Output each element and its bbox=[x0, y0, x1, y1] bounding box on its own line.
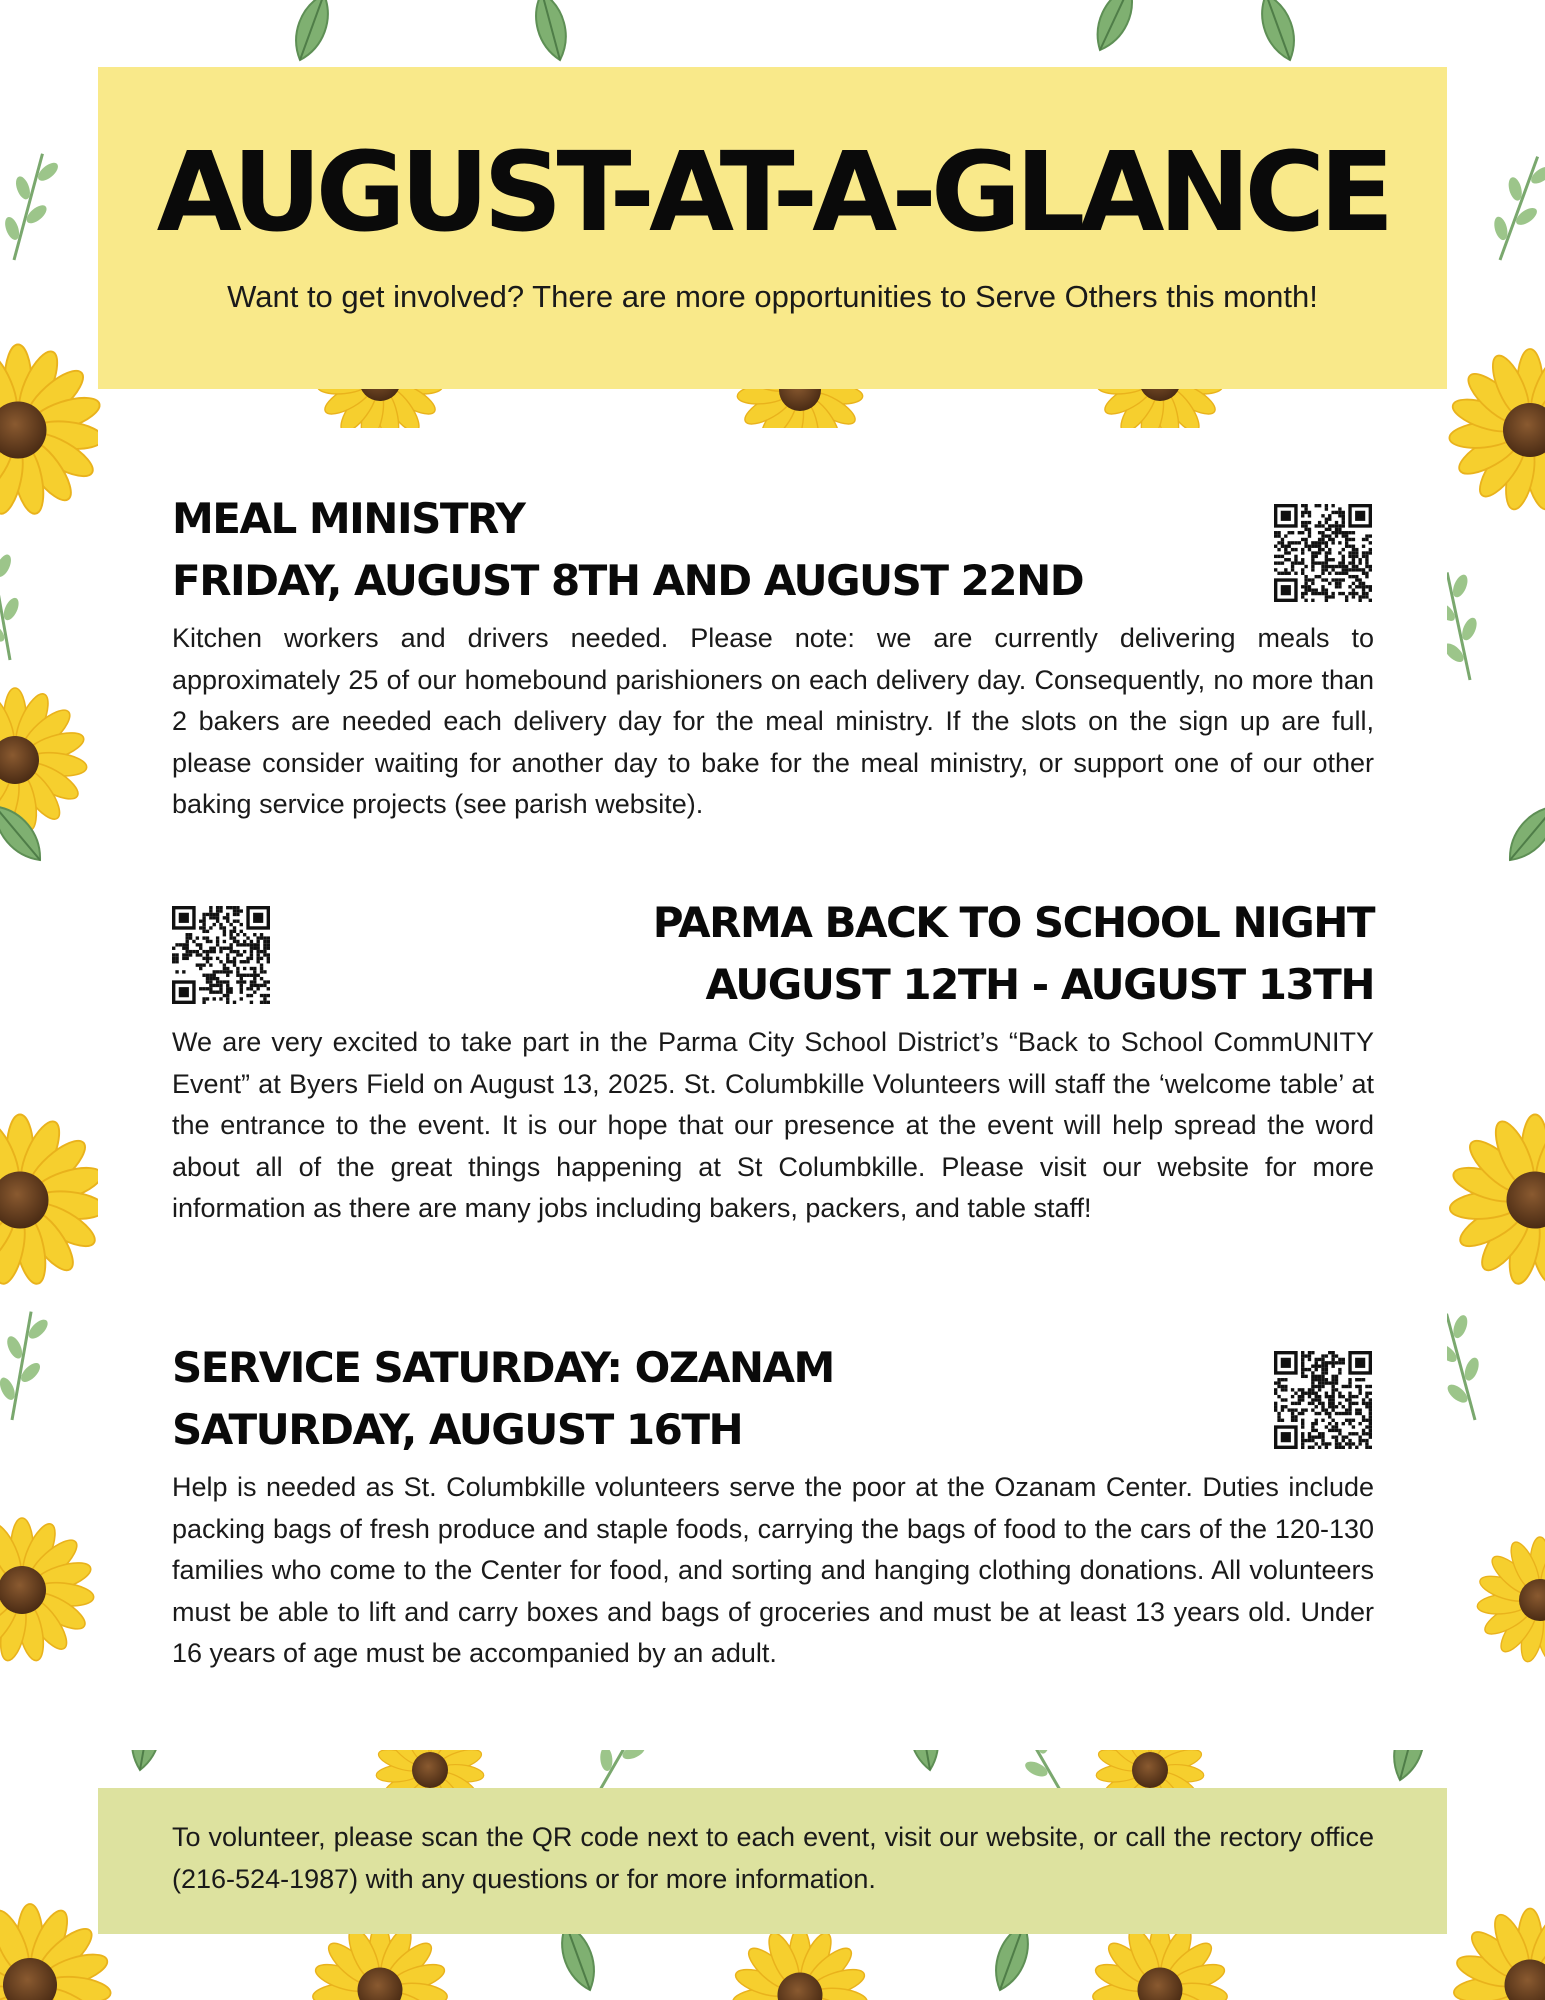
event-description: We are very excited to take part in the Parma City School District’s “Back to School CommUNITY Event” at Byers Field on August 13, 2025. St. Columbkille Volunteers will staff the ‘welcome table’ at the entrance to the event. It is our hope that our presence at the event will help spread the word about all of the great things happening at St Columbkille. Please visit our website for more information as there are many jobs including bakers, packers, and table staff! bbox=[172, 1027, 1374, 1223]
event-title: SERVICE SATURDAY: OZANAM bbox=[172, 1343, 834, 1392]
page-title: AUGUST-AT-A-GLANCE bbox=[156, 128, 1389, 256]
qr-code-icon[interactable] bbox=[1274, 504, 1372, 602]
event-date: SATURDAY, AUGUST 16TH bbox=[172, 1405, 743, 1454]
event-service-saturday bbox=[172, 1337, 1374, 1675]
event-title: MEAL MINISTRY bbox=[172, 494, 525, 543]
event-title: PARMA BACK TO SCHOOL NIGHT bbox=[652, 898, 1374, 947]
page-subtitle: Want to get involved? There are more opportunities to Serve Others this month! bbox=[227, 279, 1318, 314]
event-back-to-school bbox=[172, 892, 1374, 1230]
sunflower-icon bbox=[1448, 349, 1545, 2000]
event-description: Help is needed as St. Columbkille volunteers serve the poor at the Ozanam Center. Duties include packing bags of fresh produce and staple foods, carrying the bags of food to the cars of the 120-130 families who come to the Center for food, and sorting and hanging clothing donations. All volunteers must be able to lift and carry boxes and bags of groceries and must be at least 13 years old. Under 16 years of age must be accompanied by an adult. bbox=[172, 1472, 1374, 1668]
footer-text: To volunteer, please scan the QR code next to each event, visit our website, or call the rectory office (216-524-1987) with any questions or for more information. bbox=[172, 1822, 1374, 1894]
qr-code-icon[interactable] bbox=[1274, 1351, 1372, 1449]
event-date: AUGUST 12TH - AUGUST 13TH bbox=[705, 960, 1374, 1009]
header-banner bbox=[98, 67, 1447, 389]
qr-code-icon[interactable] bbox=[172, 906, 270, 1004]
sunflower-icon bbox=[0, 345, 112, 2000]
event-meal-ministry bbox=[172, 488, 1374, 826]
footer-banner bbox=[98, 1788, 1447, 1934]
event-date: FRIDAY, AUGUST 8TH AND AUGUST 22ND bbox=[172, 556, 1084, 605]
event-description: Kitchen workers and drivers needed. Please note: we are currently delivering meals to approximately 25 of our homebound parishioners on each delivery day. Consequently, no more than 2 bakers are needed each delivery day for the meal ministry. If the slots on the sign up are full, please consider waiting for another day to bake for the meal ministry, or support one of our other baking service projects (see parish website). bbox=[172, 623, 1374, 819]
